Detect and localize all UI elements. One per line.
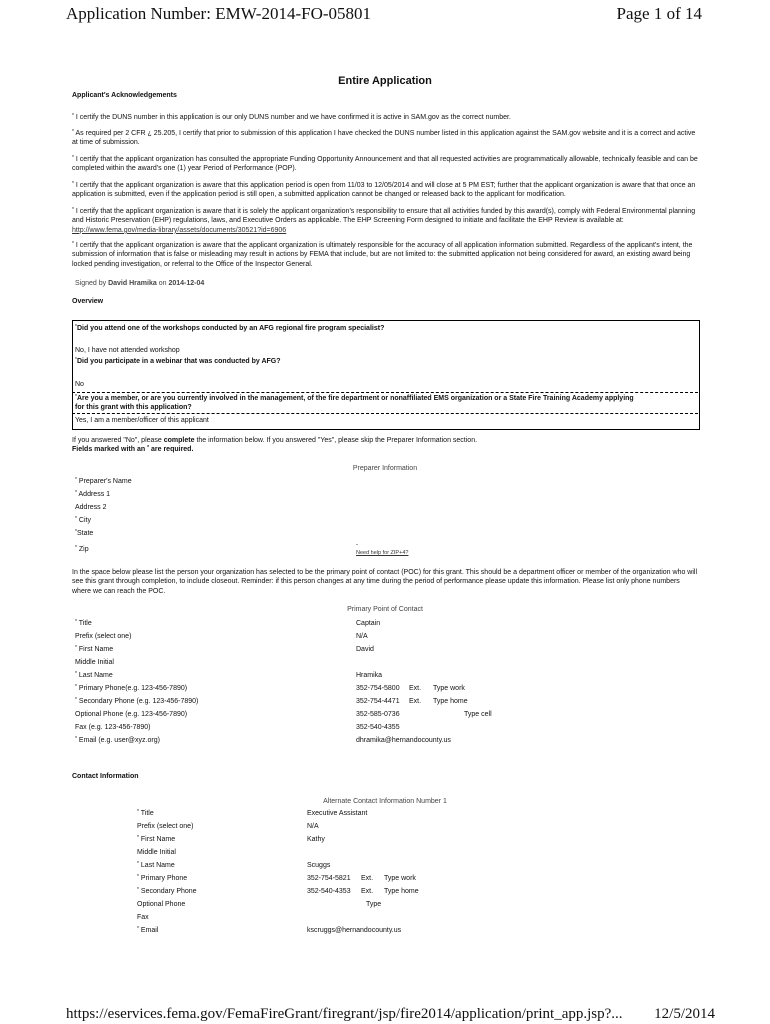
zip-dash: - xyxy=(356,542,358,548)
poc-heading: Primary Point of Contact xyxy=(347,606,423,613)
signed-line: Signed by David Hramika on 2014-12-04 xyxy=(75,280,205,287)
ack-item: * I certify that the applicant organization is aware that it is solely the applicant organization's responsibility to ensure that all activities funded by this award(s), comply with Federal Environmental planning and Historic Preservation (EHP) regulations, laws, and Executive Orders as applicable. The EHP Screening Form designed to initiate and facilitate the EHP Review is available at: http://www.fema.gov/media-library/assets/documents/30521?id=6906 xyxy=(72,207,696,234)
contact-label-text: Title xyxy=(140,810,154,817)
overview-a2: No xyxy=(75,381,84,388)
contact-field-label: * Title xyxy=(137,809,154,817)
contact-field-value: Scuggs xyxy=(307,862,331,869)
poc-intro: In the space below please list the person your organization has selected to be the primary point of contact (POC) for this grant. This should be a department officer or member of the organization who will see this grant through completion, to include closeout. Reminder: if this person changes at any time during the period of performance please update this information. Please list only phone numbers where we can reach the POC. xyxy=(72,569,698,595)
poc-phone-type: Type cell xyxy=(464,711,492,718)
poc-field-label xyxy=(75,658,114,667)
poc-label-text: Email (e.g. user@xyz.org) xyxy=(78,737,160,744)
poc-field-value: Hramika xyxy=(356,672,383,679)
poc-ext-label: Ext. xyxy=(409,698,422,705)
overview-a1: No, I have not attended workshop xyxy=(75,347,180,354)
state-label: *State xyxy=(75,529,94,537)
poc-field-label: * Last Name xyxy=(75,671,113,679)
contact-label-text: Middle Initial xyxy=(137,849,176,856)
contact-field-label: * Primary Phone xyxy=(137,874,188,882)
address1-label: * Address 1 xyxy=(75,490,111,498)
contact-field-label xyxy=(137,900,185,909)
contact-phone-type: Type work xyxy=(384,875,416,882)
poc-field-label: * Primary Phone(e.g. 123-456-7890) xyxy=(75,684,188,692)
poc-field-label xyxy=(75,632,131,641)
contact-label-text: Email xyxy=(140,927,159,934)
contact-phone-type: Type xyxy=(366,901,382,908)
poc-phone-type: Type home xyxy=(433,698,468,705)
contact-field-value: Kathy xyxy=(307,836,325,843)
page-title: Entire Application xyxy=(338,75,432,87)
poc-field-value: 352-585-0736 xyxy=(356,711,400,718)
divider xyxy=(72,392,698,393)
poc-label-text: Optional Phone (e.g. 123-456-7890) xyxy=(75,711,188,718)
footer-url: https://eservices.fema.gov/FemaFireGrant/firegrant/jsp/fire2014/application/print_app.jsp?... xyxy=(66,1006,623,1022)
application-number: Application Number: EMW-2014-FO-05801 xyxy=(66,4,372,23)
contact-field-value: N/A xyxy=(307,823,319,830)
poc-label-text: Prefix (select one) xyxy=(75,633,132,640)
contact-phone-type: Type home xyxy=(384,888,419,895)
divider xyxy=(72,413,698,414)
poc-field-value: 352-754-5800 xyxy=(356,685,400,692)
contact-label-text: Optional Phone xyxy=(137,901,186,908)
contact-field-label: * Secondary Phone xyxy=(137,887,197,895)
contact-subheading: Alternate Contact Information Number 1 xyxy=(323,798,447,805)
ack-item: * I certify the DUNS number in this application is our only DUNS number and we have confirmed it is active in SAM.gov as the correct number. xyxy=(72,113,511,121)
poc-field-value: 352-754-4471 xyxy=(356,698,400,705)
poc-field-label xyxy=(75,723,151,732)
contact-field-label: * First Name xyxy=(137,835,176,843)
ehp-screening-link[interactable]: http://www.fema.gov/media-library/assets/documents/30521?id=6906 xyxy=(72,226,287,234)
poc-label-text: Last Name xyxy=(78,672,113,679)
contact-field-value: 352-754-5821 xyxy=(307,875,351,882)
city-label: * City xyxy=(75,516,91,524)
contact-field-label xyxy=(137,822,193,831)
overview-q2: *Did you participate in a webinar that was conducted by AFG? xyxy=(75,357,281,365)
poc-field-label xyxy=(75,710,187,719)
zip-help-link[interactable]: Need help for ZIP+4? xyxy=(356,550,409,556)
contact-label-text: First Name xyxy=(140,836,176,843)
overview-a3: Yes, I am a member/officer of this applicant xyxy=(75,417,209,424)
poc-ext-label: Ext. xyxy=(409,685,422,692)
contact-field-value: Executive Assistant xyxy=(307,810,368,817)
contact-field-label xyxy=(137,913,149,922)
contact-field-label xyxy=(137,848,176,857)
poc-label-text: Secondary Phone (e.g. 123-456-7890) xyxy=(78,698,199,705)
footer-date: 12/5/2014 xyxy=(654,1006,715,1022)
contact-ext-label: Ext. xyxy=(361,888,374,895)
preparer-name-label: * Preparer's Name xyxy=(75,477,132,485)
poc-label-text: First Name xyxy=(78,646,114,653)
overview-q1: *Did you attend one of the workshops conducted by an AFG regional fire program specialist? xyxy=(75,324,385,332)
ack-item: * I certify that the applicant organization is aware that this application period is open from 11/03 to 12/05/2014 and will close at 5 PM EST; further that the applicant organization is aware that that once an application is submitted, even if the application period is still open, a submitted application cannot be changed or released back to the applicant for modification. xyxy=(72,181,696,199)
ack-item: * I certify that the applicant organization has consulted the appropriate Funding Opportunity Announcement and that all requested activities are programmatically allowable, technically feasible and can be completed within the award's one (1) year Period of Performance (POP). xyxy=(72,155,698,173)
contact-label-text: Prefix (select one) xyxy=(137,823,194,830)
preparer-heading: Preparer Information xyxy=(352,465,418,472)
contact-field-label: * Email xyxy=(137,926,159,934)
ack-list xyxy=(72,113,698,275)
page-number: Page 1 of 14 xyxy=(616,4,702,23)
zip-label: * Zip xyxy=(75,545,89,553)
poc-field-label: * Secondary Phone (e.g. 123-456-7890) xyxy=(75,697,199,705)
poc-phone-type: Type work xyxy=(433,685,465,692)
ack-item: * As required per 2 CFR ¿ 25.205, I certify that prior to submission of this application I have checked the DUNS number listed in this application against the SAM.gov website and it is a correct and active at time of submission. xyxy=(72,129,696,147)
contact-field-label: * Last Name xyxy=(137,861,175,869)
contact-label-text: Fax xyxy=(137,914,149,921)
ack-heading: Applicant's Acknowledgements xyxy=(72,92,177,99)
poc-field-label: * Title xyxy=(75,619,92,627)
poc-label-text: Primary Phone(e.g. 123-456-7890) xyxy=(78,685,188,692)
contact-field-value: kscruggs@hernandocounty.us xyxy=(307,927,402,934)
contact-label-text: Primary Phone xyxy=(140,875,188,882)
ack-item: * I certify that the applicant organization is aware that the applicant organization is ultimately responsible for the accuracy of all application information submitted. Regardless of the applicant's intent, the submission of information that is false or misleading may result in actions by FEMA that include, but are not limited to: the submitted application not being considered for award, an existing award being locked pending investigation, or referral to the Office of the Inspector General. xyxy=(72,241,693,268)
poc-label-text: Middle Initial xyxy=(75,659,114,666)
poc-label-text: Title xyxy=(78,620,92,627)
address2-label: Address 2 xyxy=(75,504,107,511)
overview-q3: *Are you a member, or are you currently involved in the management, of the fire department or nonaffiliated EMS organization or a State Fire Training Academy applying for this grant with this application? xyxy=(75,394,634,412)
poc-field-label: * Email (e.g. user@xyz.org) xyxy=(75,736,160,744)
contact-label-text: Secondary Phone xyxy=(140,888,197,895)
contact-field-value: 352-540-4353 xyxy=(307,888,351,895)
poc-field-value: N/A xyxy=(356,633,368,640)
preparer-note: If you answered "No", please complete the information below. If you answered "Yes", please skip the Preparer Information section. Fields marked with an * are required. xyxy=(72,437,478,454)
contact-ext-label: Ext. xyxy=(361,875,374,882)
poc-field-value: dhramika@hernandocounty.us xyxy=(356,737,451,744)
poc-field-value: David xyxy=(356,646,374,653)
contact-label-text: Last Name xyxy=(140,862,175,869)
contact-heading: Contact Information xyxy=(72,773,139,780)
overview-heading: Overview xyxy=(72,298,104,305)
poc-field-value: Captain xyxy=(356,620,381,627)
poc-label-text: Fax (e.g. 123-456-7890) xyxy=(75,724,151,731)
poc-field-label: * First Name xyxy=(75,645,114,653)
poc-field-value: 352-540-4355 xyxy=(356,724,400,731)
